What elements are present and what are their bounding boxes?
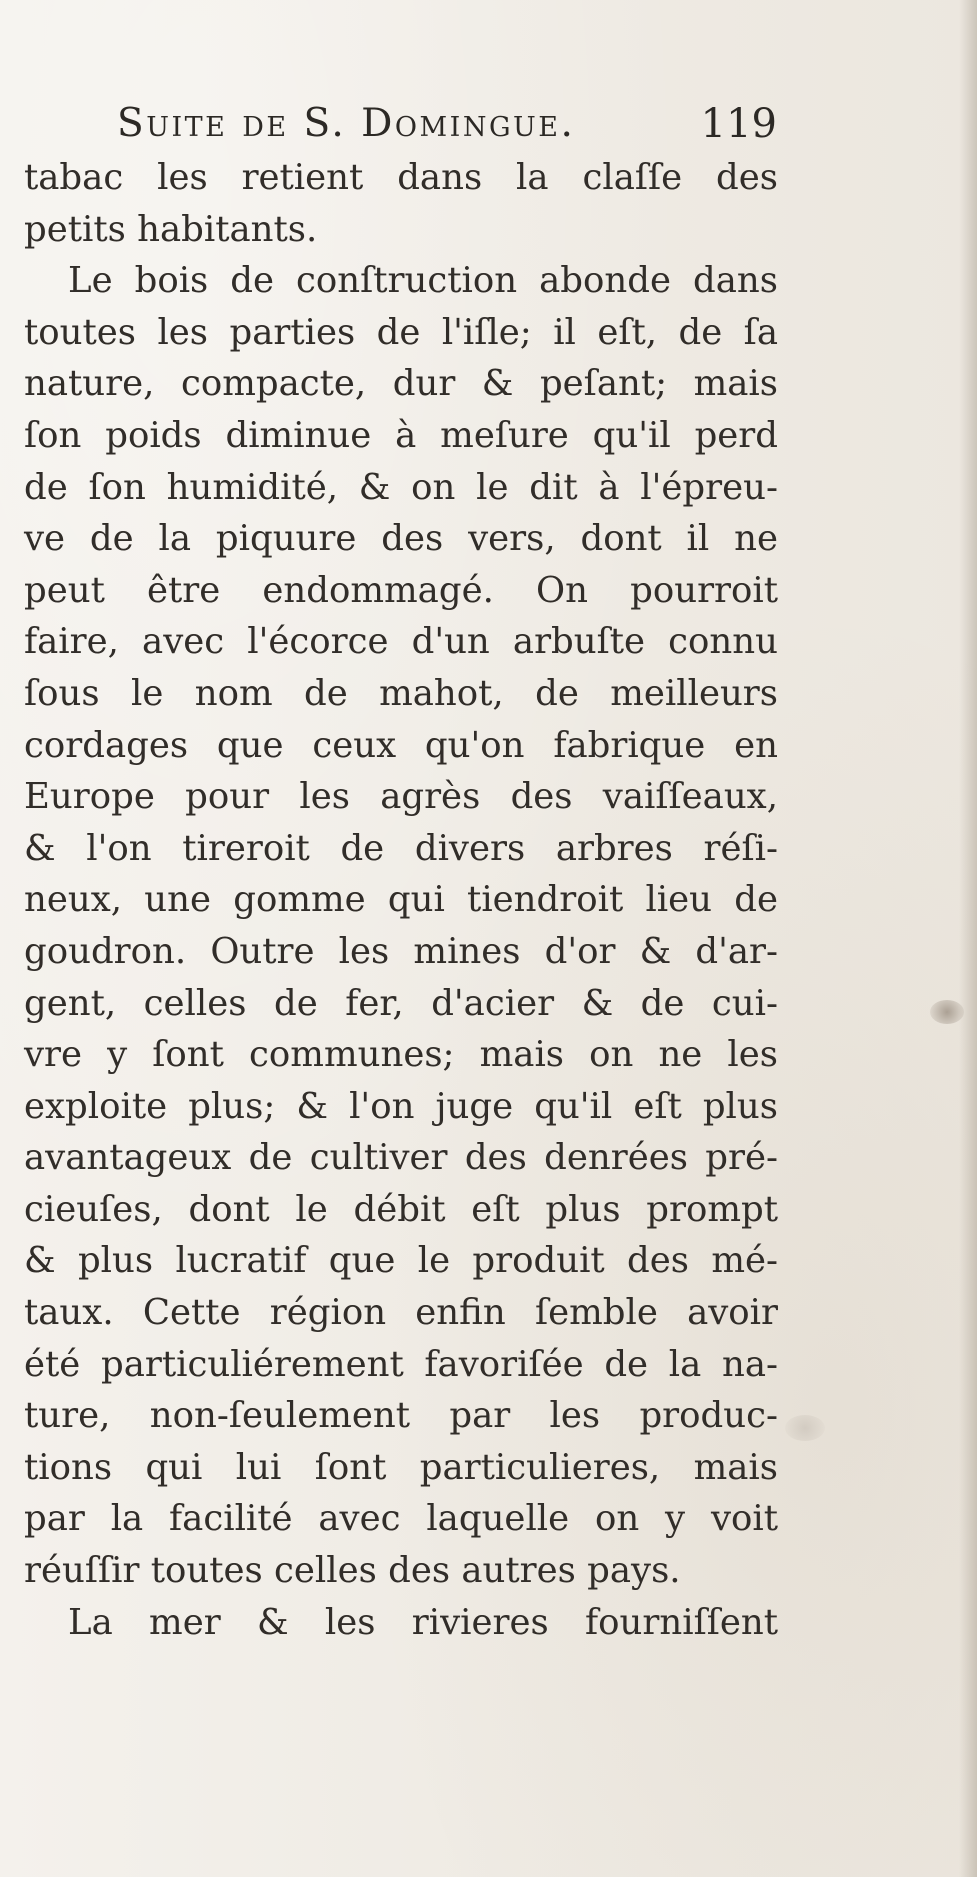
text-line: vre y ſont communes; mais on ne les [24,1034,778,1076]
text-line: petits habitants. [24,208,318,250]
body-text [24,152,778,1648]
page-stain [785,1415,825,1441]
text-line: réuſſir toutes celles des autres pays. [24,1550,681,1592]
text-line: La mer & les rivieres fourniſſent [68,1601,778,1643]
text-line: avantageux de cultiver des denrées pré- [24,1137,778,1179]
text-line: neux, une gomme qui tiendroit lieu de [24,879,778,921]
text-line: cieuſes, dont le débit eſt plus prompt [24,1188,778,1230]
text-line: goudron. Outre les mines d'or & d'ar- [24,930,778,972]
text-line: par la facilité avec laquelle on y voit [24,1498,778,1540]
text-line: tions qui lui ſont particulieres, mais [24,1446,778,1488]
text-line: toutes les parties de l'iſle; il eſt, de ſa [24,311,778,353]
text-line: nature, compacte, dur & peſant; mais [24,363,778,405]
text-line: cordages que ceux qu'on fabrique en [24,724,778,766]
text-line: faire, avec l'écorce d'un arbuſte connu [24,621,778,663]
page-edge-shadow [959,0,977,1877]
text-line: de ſon humidité, & on le dit à l'épreu- [24,466,778,508]
text-line: & plus lucratif que le produit des mé- [24,1240,778,1282]
text-line: Le bois de conſtruction abonde dans [68,260,778,302]
text-line: été particuliérement favoriſée de la na- [24,1343,778,1385]
text-line: ture, non-ſeulement par les produc- [24,1395,778,1437]
page-number: 119 [700,101,777,147]
text-line: taux. Cette région enfin ſemble avoir [24,1292,778,1334]
text-line: peut être endommagé. On pourroit [24,569,778,611]
text-line: ve de la piquure des vers, dont il ne [24,518,778,560]
text-line: exploite plus; & l'on juge qu'il eſt plus [24,1085,778,1127]
text-line: & l'on tireroit de divers arbres réſi- [24,827,778,869]
running-head: Suite de S. Domingue. [117,101,576,146]
text-line: tabac les retient dans la claſſe des [24,157,778,198]
text-line: ſous le nom de mahot, de meilleurs [24,672,778,714]
page-header [117,96,777,152]
text-line: gent, celles de fer, d'acier & de cui- [24,982,778,1024]
text-line: Europe pour les agrès des vaiſſeaux, [24,776,778,818]
page-stain [930,1000,964,1024]
text-line: ſon poids diminue à meſure qu'il perd [24,414,778,456]
